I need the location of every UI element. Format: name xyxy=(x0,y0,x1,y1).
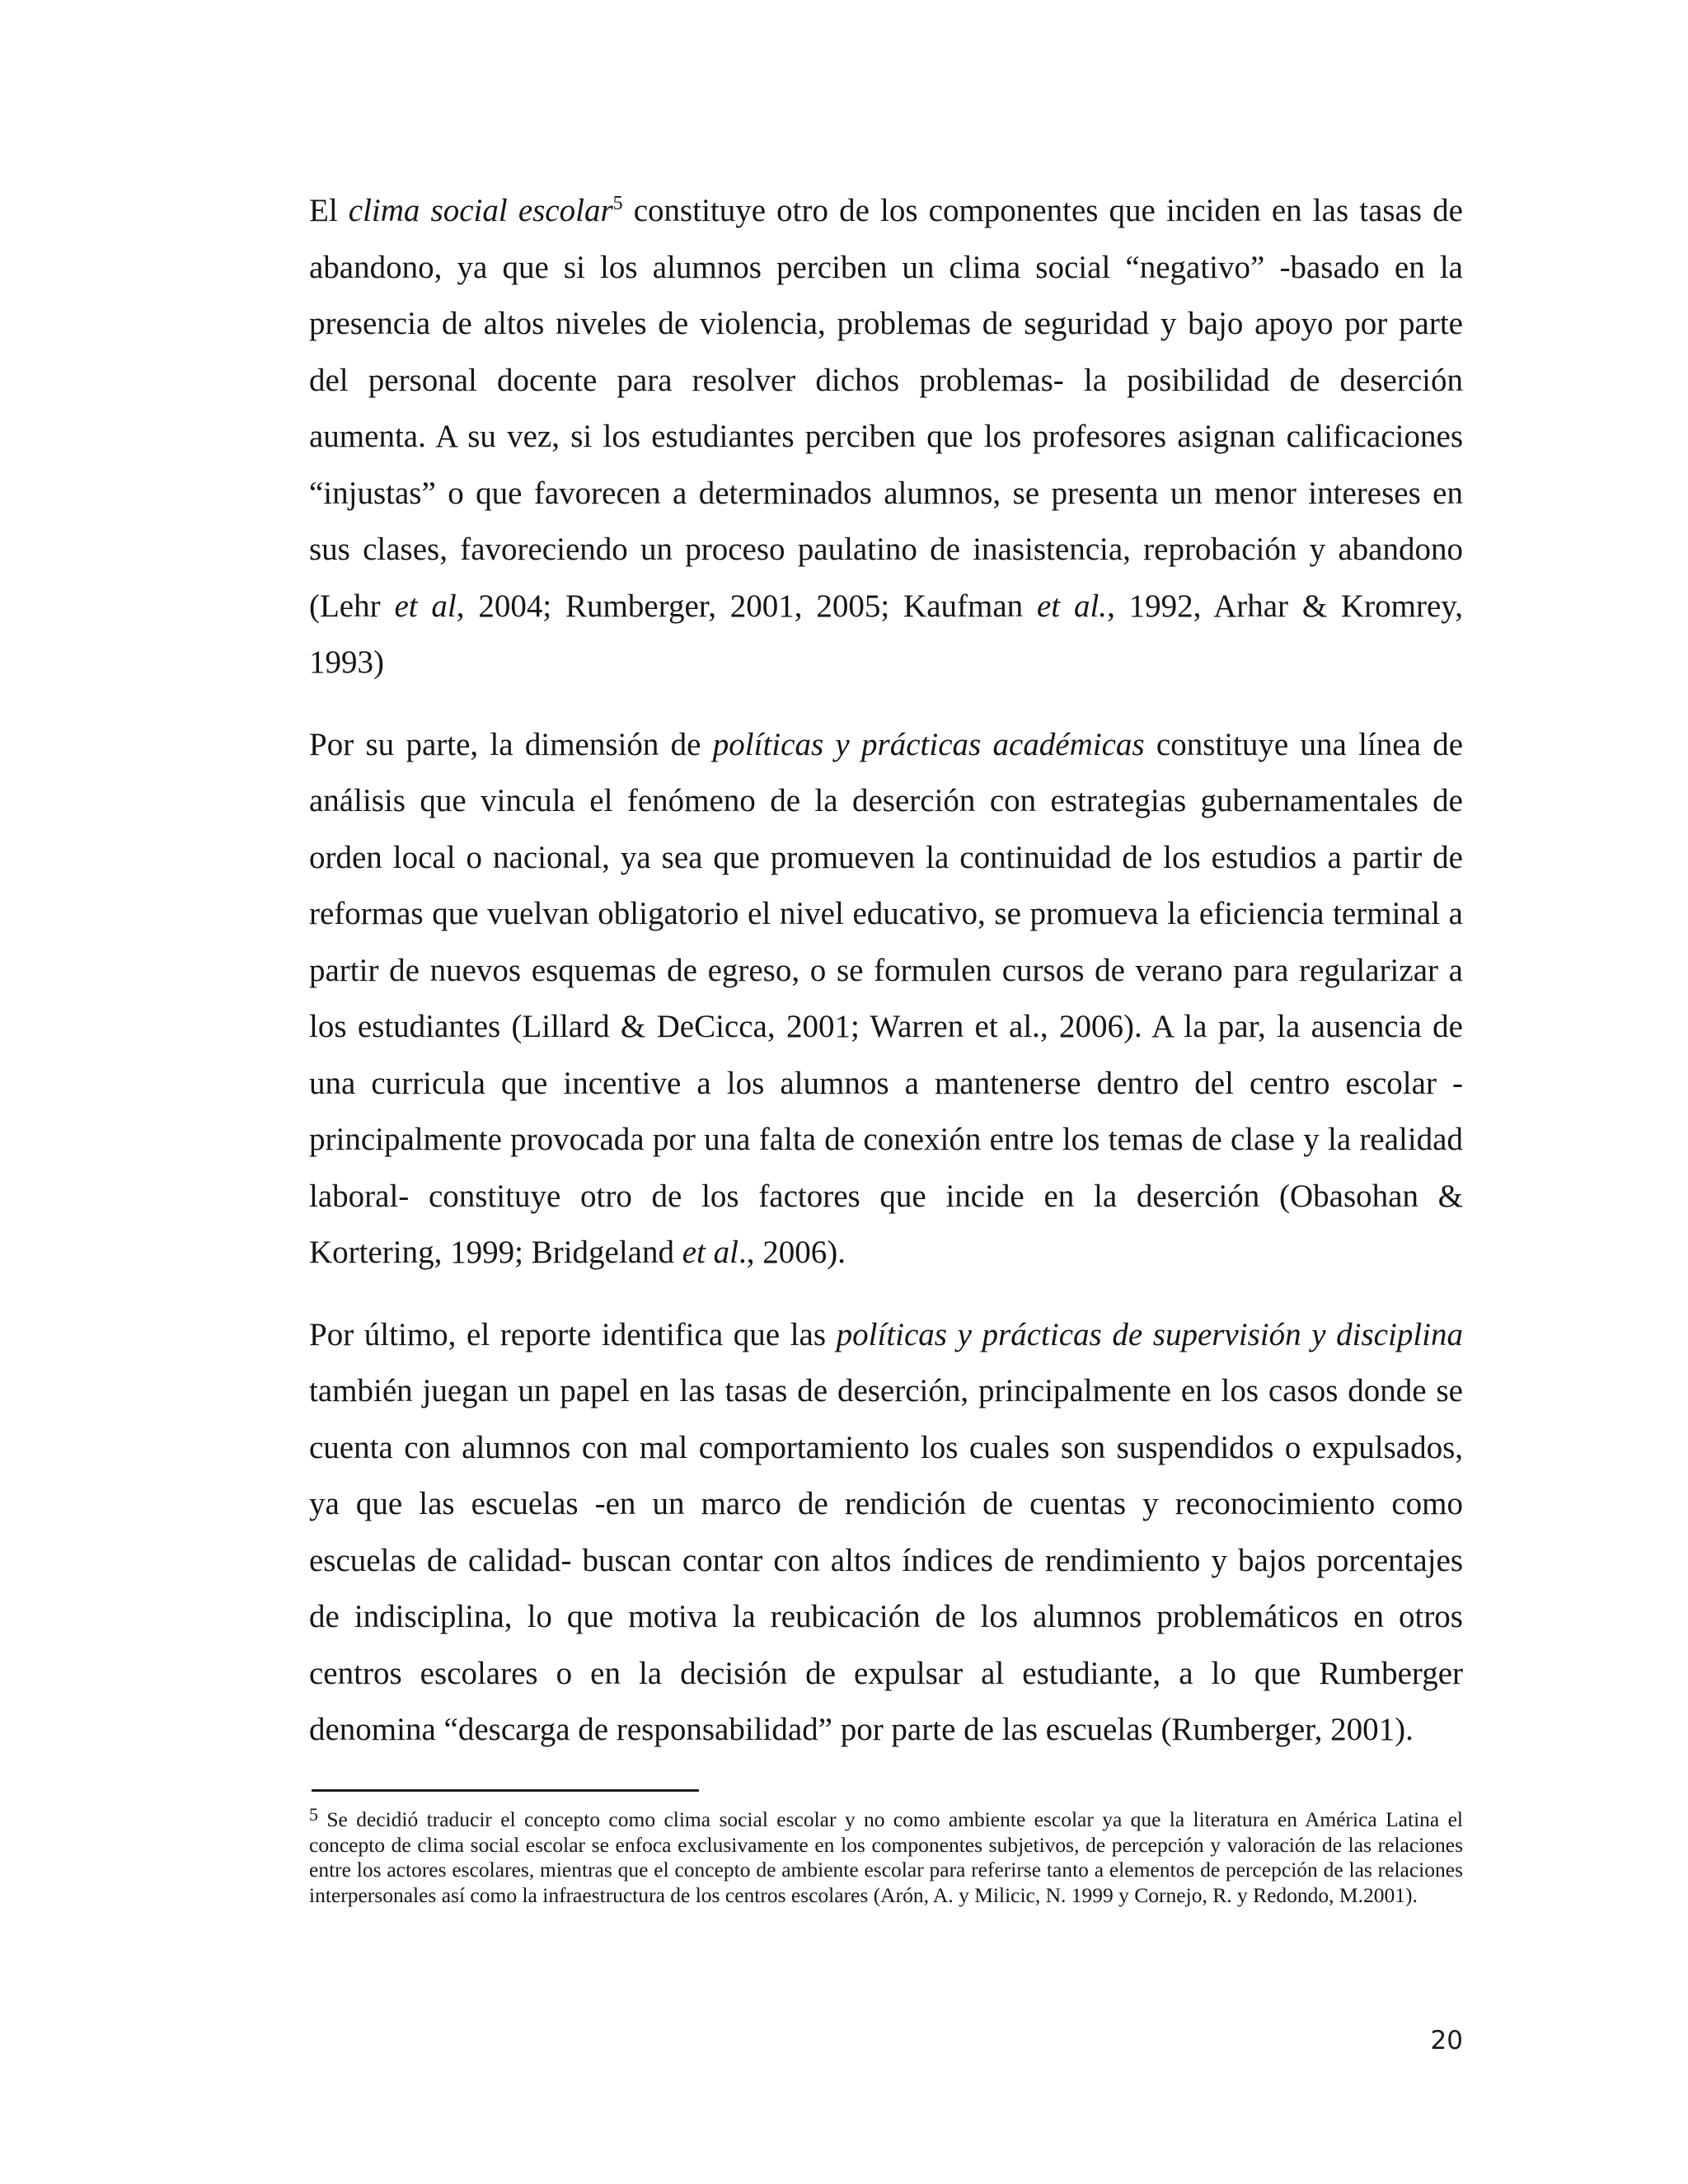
italic-et-al: et al xyxy=(682,1235,738,1270)
text-run: , 1992, Arhar & Kromrey, 1993) xyxy=(309,588,1464,680)
text-run: ., 2006). xyxy=(738,1235,846,1270)
footnote-text: Se decidió traducir el concepto como clima social escolar y no como ambiente escolar ya que la literatura en América Latina el concepto de clima social escolar se enfoca exclusivamente en los componentes subjetivos, de percepción y valoración de las relaciones entre los actores escolares, mientras que el concepto de ambiente escolar para referirse tanto a elementos de percepción de las relaciones interpersonales así como la infraestructura de los centros escolares (Arón, A. y Milicic, N. 1999 y Cornejo, R. y Redondo, M.2001). xyxy=(309,1807,1463,1907)
italic-et-al: et al xyxy=(394,588,457,624)
text-run: Por último, el reporte identifica que las xyxy=(309,1316,837,1352)
footnote xyxy=(309,1804,1463,1908)
paragraph-politicas-academicas xyxy=(309,717,1463,1282)
paragraph-clima-social xyxy=(309,183,1463,691)
italic-et-al: et al. xyxy=(1036,588,1108,624)
paragraph-supervision-disciplina xyxy=(309,1307,1463,1759)
footnote-reference: 5 xyxy=(612,193,623,214)
text-run: Por su parte, la dimensión de xyxy=(309,726,713,762)
footnote-separator xyxy=(312,1789,699,1792)
text-run: constituye otro de los componentes que inciden en las tasas de abandono, ya que si los alumnos perciben un clima social “negativo” -basado en la presencia de altos niveles de violencia, problemas de seguridad y bajo apoyo por parte del personal docente para resolver dichos problemas- la posibilidad de deserción aumenta. A su vez, si los estudiantes perciben que los profesores asignan calificaciones “injustas” o que favorecen a determinados alumnos, se presenta un menor intereses en sus clases, favoreciendo un proceso paulatino de inasistencia, reprobación y abandono (Lehr xyxy=(309,193,1463,624)
main-text xyxy=(309,183,1463,1784)
text-run: , 2004; Rumberger, 2001, 2005; Kaufman xyxy=(456,588,1037,624)
footnote-number: 5 xyxy=(309,1804,318,1825)
italic-term: políticas y prácticas académicas xyxy=(712,726,1145,762)
text-run: constituye una línea de análisis que vincula el fenómeno de la deserción con estrategias gubernamentales de orden local o nacional, ya sea que promueven la continuidad de los estudios a partir de reformas que vuelvan obligatorio el nivel educativo, se promueva la eficiencia terminal a partir de nuevos esquemas de egreso, o se formulen cursos de verano para regularizar a los estudiantes (Lillard & DeCicca, 2001; Warren et al., 2006). A la par, la ausencia de una curricula que incentive a los alumnos a mantenerse dentro del centro escolar - principalmente provocada por una falta de conexión entre los temas de clase y la realidad laboral- constituye otro de los factores que incide en la deserción (Obasohan & Kortering, 1999; Bridgeland xyxy=(309,726,1464,1270)
text-run: El xyxy=(309,193,349,228)
text-run: también juegan un papel en las tasas de deserción, principalmente en los casos donde se cuenta con alumnos con mal comportamiento los cuales son suspendidos o expulsados, ya que las escuelas -en un marco de rendición de cuentas y reconocimiento como escuelas de calidad- buscan contar con altos índices de rendimiento y bajos porcentajes de indisciplina, lo que motiva la reubicación de los alumnos problemáticos en otros centros escolares o en la decisión de expulsar al estudiante, a lo que Rumberger denomina “descarga de responsabilidad” por parte de las escuelas (Rumberger, 2001). xyxy=(309,1373,1463,1747)
page-number: 20 xyxy=(1430,2026,1463,2055)
italic-term: clima social escolar xyxy=(348,193,613,228)
italic-term: políticas y prácticas de supervisión y disciplina xyxy=(836,1316,1463,1352)
